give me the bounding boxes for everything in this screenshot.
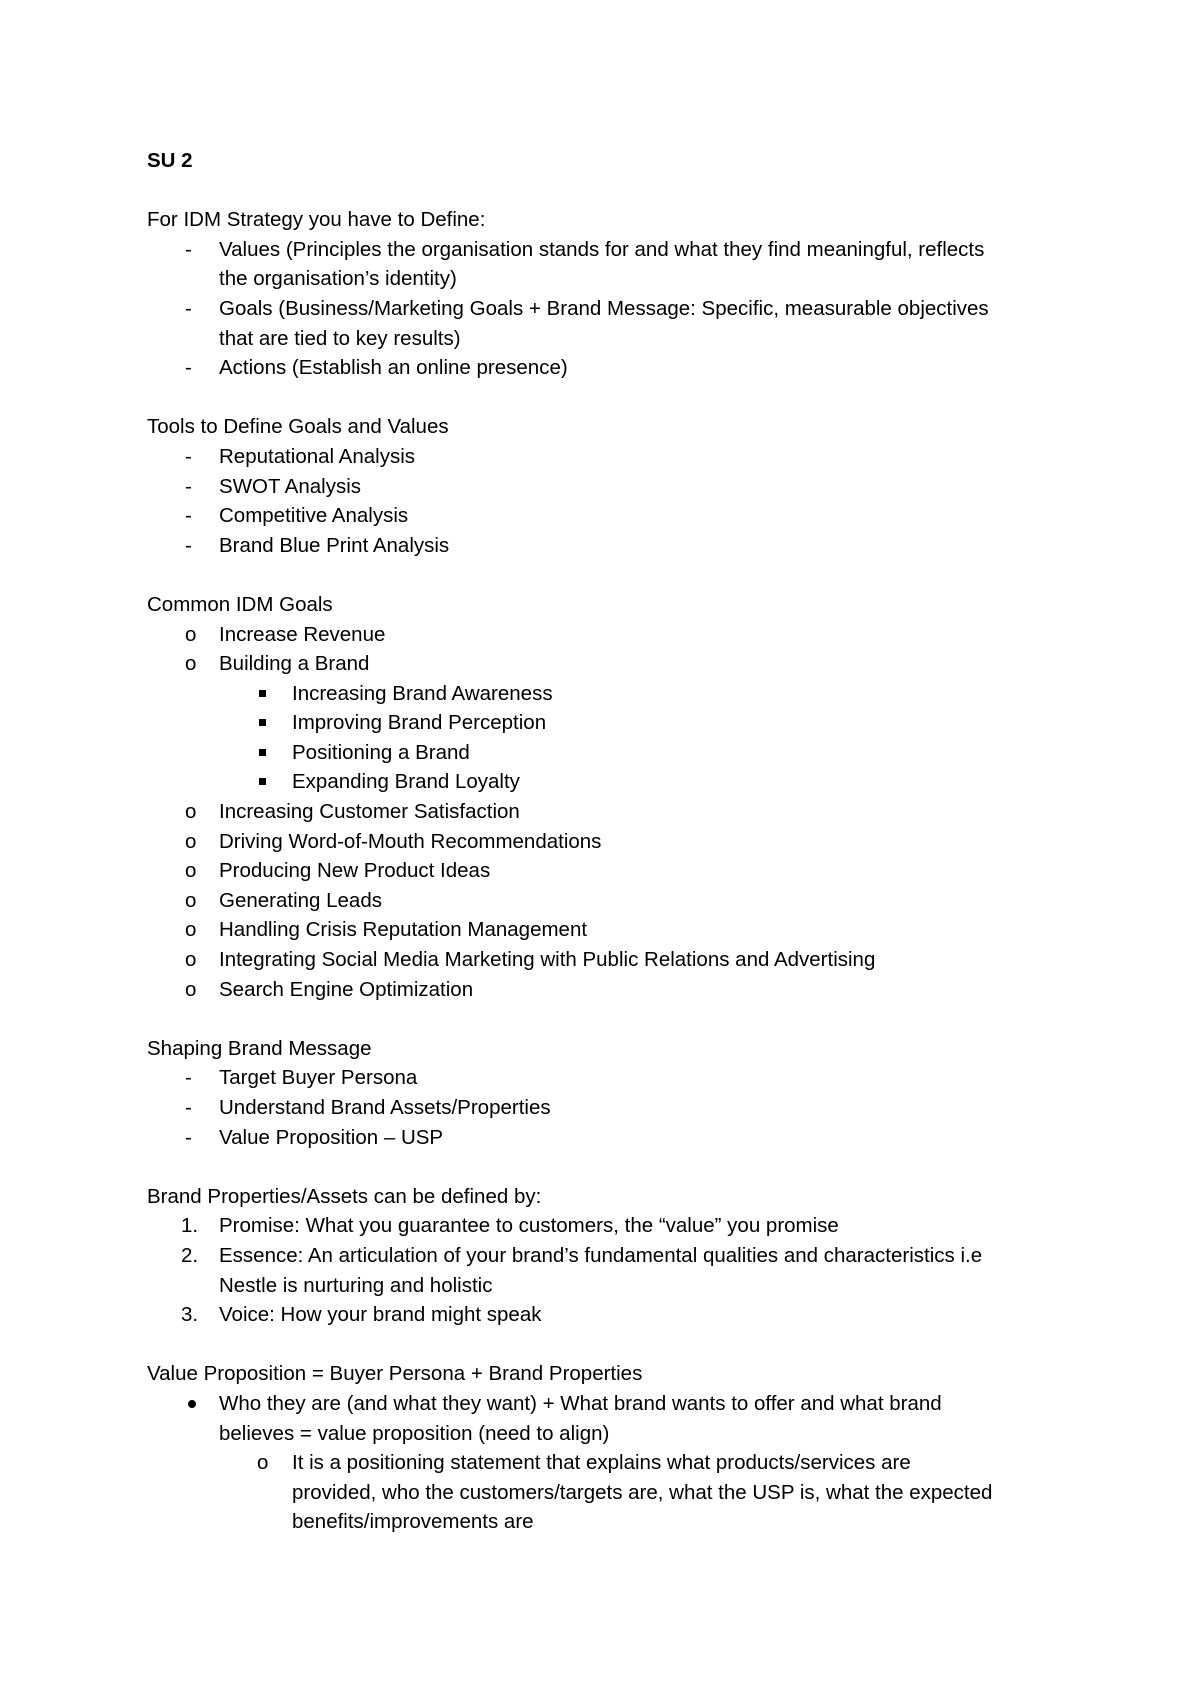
circle-marker: o xyxy=(185,800,197,824)
list-item: o Increasing Customer Satisfaction xyxy=(147,797,1067,827)
circle-marker: o xyxy=(185,888,197,912)
number-marker: 2. xyxy=(181,1243,199,1267)
list-item: - Reputational Analysis xyxy=(147,442,1067,472)
section-heading-brand-properties: Brand Properties/Assets can be defined by: xyxy=(147,1184,542,1208)
section-heading-tools: Tools to Define Goals and Values xyxy=(147,415,449,439)
sub-list-item-continuation: benefits/improvements are xyxy=(292,1510,534,1534)
dash-marker: - xyxy=(185,444,192,468)
list-item: - SWOT Analysis xyxy=(147,472,1067,502)
circle-marker: o xyxy=(185,652,197,676)
list-item: - Competitive Analysis xyxy=(147,501,1067,531)
sub-list-item: Increasing Brand Awareness xyxy=(147,679,1067,709)
square-bullet-icon xyxy=(259,749,266,756)
list-item: o Driving Word-of-Mouth Recommendations xyxy=(147,827,1067,857)
sub-list-item-continuation: provided, who the customers/targets are, what the USP is, what the expected xyxy=(292,1480,993,1504)
list-item: o Integrating Social Media Marketing with Public Relations and Advertising xyxy=(147,945,1067,975)
list-item: o Producing New Product Ideas xyxy=(147,856,1067,886)
circle-marker: o xyxy=(185,622,197,646)
dash-marker: - xyxy=(185,533,192,557)
numbered-item: 2. Essence: An articulation of your brand’s fundamental qualities and characteristics i.e xyxy=(147,1241,1067,1271)
circle-marker: o xyxy=(185,948,197,972)
list-item: - Brand Blue Print Analysis xyxy=(147,531,1067,561)
document-title: SU 2 xyxy=(147,149,193,172)
numbered-item: 1. Promise: What you guarantee to customers, the “value” you promise xyxy=(147,1211,1067,1241)
square-bullet-icon xyxy=(259,690,266,697)
dash-marker: - xyxy=(185,1066,192,1090)
list-item: - Actions (Establish an online presence) xyxy=(147,353,1067,383)
list-item: o Generating Leads xyxy=(147,886,1067,916)
list-item: - Values (Principles the organisation stands for and what they find meaningful, reflects xyxy=(147,235,1067,265)
document-page xyxy=(147,146,1067,1537)
section-heading-idm-strategy: For IDM Strategy you have to Define: xyxy=(147,208,486,232)
numbered-item-continuation: Nestle is nurturing and holistic xyxy=(219,1273,493,1297)
dash-marker: - xyxy=(185,237,192,261)
circle-marker: o xyxy=(185,829,197,853)
dash-marker: - xyxy=(185,504,192,528)
numbered-item: 3. Voice: How your brand might speak xyxy=(147,1300,1067,1330)
list-item: - Target Buyer Persona xyxy=(147,1063,1067,1093)
sub-list-item: Improving Brand Perception xyxy=(147,708,1067,738)
dash-marker: - xyxy=(185,1096,192,1119)
list-item: - Goals (Business/Marketing Goals + Brand Message: Specific, measurable objectives xyxy=(147,294,1067,324)
circle-marker: o xyxy=(185,977,197,1001)
list-item: o Increase Revenue xyxy=(147,620,1067,650)
dash-marker: - xyxy=(185,1125,192,1149)
sub-list-item: Expanding Brand Loyalty xyxy=(147,767,1067,797)
round-bullet-icon xyxy=(188,1400,196,1408)
list-item: o Search Engine Optimization xyxy=(147,975,1067,1005)
sub-list-item: Positioning a Brand xyxy=(147,738,1067,768)
square-bullet-icon xyxy=(259,719,266,726)
circle-marker: o xyxy=(185,918,197,942)
circle-marker: o xyxy=(185,859,197,883)
dash-marker: - xyxy=(185,296,192,320)
list-item-continuation: believes = value proposition (need to align) xyxy=(219,1421,610,1445)
section-heading-brand-message: Shaping Brand Message xyxy=(147,1036,372,1060)
list-item-continuation: the organisation’s identity) xyxy=(219,267,457,291)
list-item-continuation: that are tied to key results) xyxy=(219,326,461,350)
section-heading-common-goals: Common IDM Goals xyxy=(147,592,333,616)
list-item: - Value Proposition – USP xyxy=(147,1123,1067,1153)
list-item: o Handling Crisis Reputation Management xyxy=(147,915,1067,945)
number-marker: 1. xyxy=(181,1214,199,1238)
section-heading-value-proposition: Value Proposition = Buyer Persona + Brand Properties xyxy=(147,1362,643,1386)
list-item: Who they are (and what they want) + What brand wants to offer and what brand xyxy=(147,1389,1067,1419)
circle-marker: o xyxy=(257,1451,269,1475)
list-item: - Understand Brand Assets/Properties xyxy=(147,1093,1067,1123)
dash-marker: - xyxy=(185,474,192,498)
list-item: o Building a Brand xyxy=(147,649,1067,679)
square-bullet-icon xyxy=(259,778,266,785)
dash-marker: - xyxy=(185,356,192,380)
sub-list-item: o It is a positioning statement that explains what products/services are xyxy=(147,1448,1067,1478)
number-marker: 3. xyxy=(181,1303,199,1327)
